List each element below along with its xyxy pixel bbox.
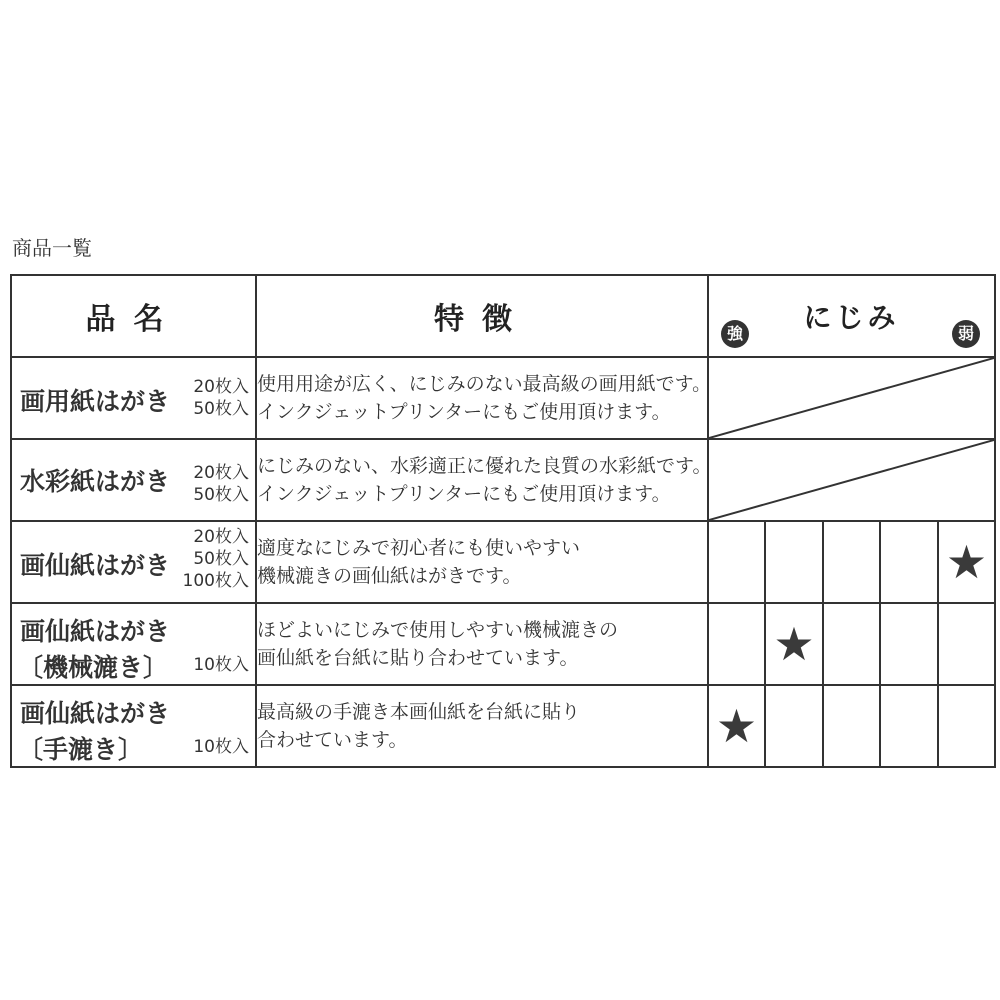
product-name-cell <box>11 439 256 521</box>
quantity: 100枚入 <box>182 571 249 591</box>
features-cell <box>256 521 708 603</box>
nijimi-level-5 <box>938 603 995 685</box>
star-icon: ★ <box>945 535 988 589</box>
quantity-list <box>193 376 249 420</box>
product-name-cell <box>11 685 256 767</box>
header-row <box>11 275 995 357</box>
feature-line: 機械漉きの画仙紙はがきです。 <box>257 565 522 587</box>
nijimi-level-3 <box>823 603 880 685</box>
quantity: 10枚入 <box>193 737 249 757</box>
nijimi-level-5 <box>938 521 995 603</box>
quantity-list <box>193 736 249 758</box>
nijimi-level-5 <box>938 685 995 767</box>
table-row <box>11 521 995 603</box>
features-cell <box>256 439 712 521</box>
nijimi-level-1 <box>708 521 765 603</box>
quantity-list <box>183 526 249 592</box>
header-features: 特徴 <box>256 275 708 357</box>
table-caption: 商品一覧 <box>12 236 92 260</box>
quantity: 50枚入 <box>193 549 249 569</box>
nijimi-title: にじみ <box>803 301 900 334</box>
quantity: 20枚入 <box>193 527 249 547</box>
feature-line: 適度なにじみで初心者にも使いやすい <box>257 537 581 559</box>
feature-line: インクジェットプリンターにもご使用頂けます。 <box>257 401 671 423</box>
quantity: 20枚入 <box>193 377 249 397</box>
feature-line: 最高級の手漉き本画仙紙を台紙に貼り <box>257 701 581 723</box>
product-subtype: 〔手漉き〕 <box>18 735 144 764</box>
quantity: 20枚入 <box>193 463 249 483</box>
feature-line: ほどよいにじみで使用しやすい機械漉きの <box>257 619 619 641</box>
header-name: 品名 <box>11 275 256 357</box>
nijimi-level-3 <box>823 521 880 603</box>
product-table <box>10 274 996 768</box>
star-icon: ★ <box>773 617 815 671</box>
diagonal-line-icon <box>709 440 994 520</box>
nijimi-level-3 <box>823 685 880 767</box>
product-name: 画用紙はがき <box>20 387 171 416</box>
product-name-cell <box>11 603 256 685</box>
feature-line: 画仙紙を台紙に貼り合わせています。 <box>257 647 579 669</box>
strong-badge: 強 <box>721 320 749 348</box>
features-cell <box>256 357 712 439</box>
nijimi-not-applicable <box>708 357 995 439</box>
product-name: 画仙紙はがき <box>20 617 171 646</box>
product-name-cell <box>11 521 256 603</box>
feature-line: インクジェットプリンターにもご使用頂けます。 <box>257 483 671 505</box>
product-subtype: 〔機械漉き〕 <box>18 653 169 682</box>
table-row <box>11 685 995 767</box>
nijimi-level-2 <box>765 521 823 603</box>
star-icon: ★ <box>715 699 758 753</box>
product-name-cell <box>11 357 256 439</box>
table-row <box>11 603 995 685</box>
feature-line: 合わせています。 <box>257 729 408 751</box>
nijimi-level-4 <box>880 685 938 767</box>
quantity: 50枚入 <box>193 399 249 419</box>
product-name: 画仙紙はがき <box>20 551 171 580</box>
nijimi-level-2 <box>765 685 823 767</box>
nijimi-level-1 <box>708 685 765 767</box>
quantity: 10枚入 <box>193 655 249 675</box>
nijimi-level-4 <box>880 521 938 603</box>
nijimi-level-2 <box>765 603 823 685</box>
quantity: 50枚入 <box>193 485 249 505</box>
header-nijimi <box>708 275 995 357</box>
diagonal-line-icon <box>709 358 994 438</box>
quantity-list <box>193 654 249 676</box>
features-cell <box>256 603 708 685</box>
nijimi-level-1 <box>708 603 765 685</box>
nijimi-level-4 <box>880 603 938 685</box>
product-name: 画仙紙はがき <box>20 699 171 728</box>
product-name: 水彩紙はがき <box>20 467 171 496</box>
quantity-list <box>193 462 249 506</box>
nijimi-not-applicable <box>708 439 995 521</box>
feature-line: 使用用途が広く、にじみのない最高級の画用紙です。 <box>257 373 712 395</box>
table-row <box>11 357 995 439</box>
table-row <box>11 439 995 521</box>
weak-badge: 弱 <box>952 320 980 348</box>
features-cell <box>256 685 708 767</box>
feature-line: にじみのない、水彩適正に優れた良質の水彩紙です。 <box>257 455 712 477</box>
